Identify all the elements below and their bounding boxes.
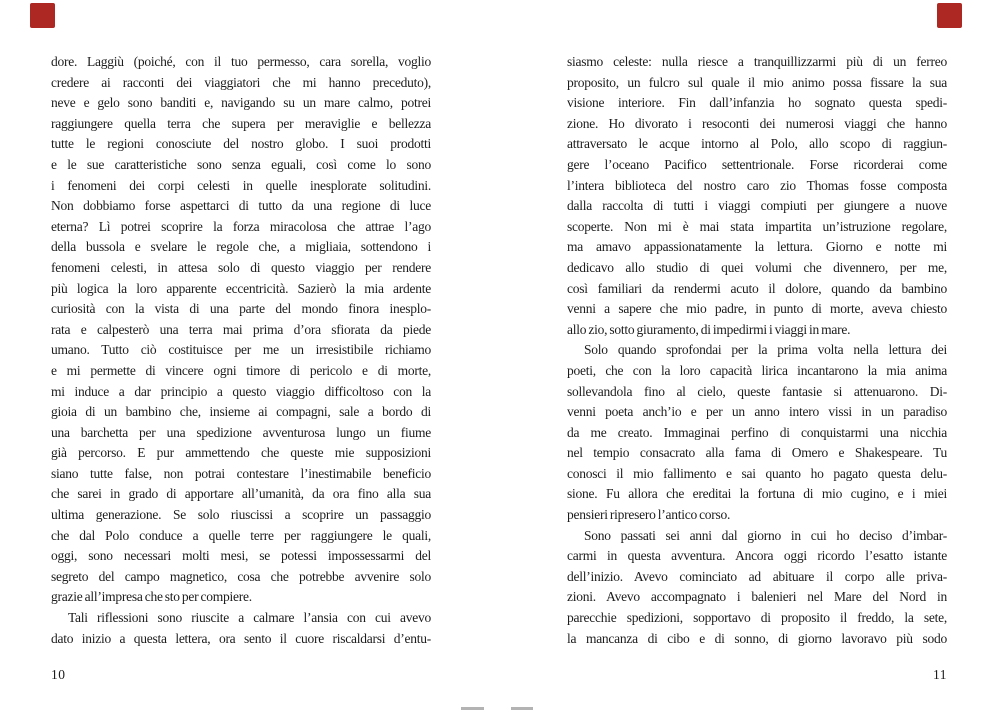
text-line: fenomeni celesti, in attesa solo di questo viaggio per rendere bbox=[51, 259, 431, 275]
text-line: dell’inizio. Avevo cominciato ad abituare il corpo alle priva- bbox=[567, 568, 947, 584]
text-line: venni a sapere che mio padre, in punto di morte, aveva chiesto bbox=[567, 301, 947, 317]
text-line: grazie all’impresa che sto per compiere. bbox=[51, 589, 252, 605]
text-line: la mancanza di cibo e di sonno, di giorno lavoravo più sodo bbox=[567, 630, 947, 646]
page-text-right bbox=[567, 52, 947, 649]
text-line: zioni. Avevo accompagnato i balenieri nel Mare del Nord in bbox=[567, 589, 947, 605]
text-line: gioia di un bambino che, insieme ai compagni, sale a bordo di bbox=[51, 404, 431, 420]
text-line: umano. Tutto ciò costituisce per me un irresistibile richiamo bbox=[51, 342, 431, 358]
text-line: l’intera biblioteca del nostro caro zio Thomas fosse composta bbox=[567, 177, 947, 193]
text-line: siano tutte false, non potrai contestare l’inestimabile beneficio bbox=[51, 465, 431, 481]
text-line: visione interiore. Fin dall’infanzia ho sognato questa spedi- bbox=[567, 95, 947, 111]
text-line: una barchetta per una spedizione avventurosa lungo un fiume bbox=[51, 424, 431, 440]
text-line: oggi, sono necessari molti mesi, se potessi impossessarmi del bbox=[51, 548, 431, 564]
text-line: e mi permette di vincere ogni timore di pericolo e di morte, bbox=[51, 362, 431, 378]
text-line: e le sue caratteristiche sono senza eguali, così come lo sono bbox=[51, 156, 431, 172]
text-line: così familiari da rendermi acuto il dolore, quando da bambino bbox=[567, 280, 947, 296]
text-line: da me creato. Immaginai perfino di conquistarmi una nicchia bbox=[567, 424, 947, 440]
page-indicator-dash-1[interactable] bbox=[461, 707, 484, 710]
text-line: mi induce a dar principio a questo viaggio difficoltoso con la bbox=[51, 383, 431, 399]
page-number-left: 10 bbox=[51, 667, 66, 682]
text-line: conosci il mio fallimento e sai quanto ho pagato questa delu- bbox=[567, 465, 947, 481]
text-line: che sarei in grado di apportare all’umanità, da ora fino alla sua bbox=[51, 486, 431, 502]
bookmark-marker-icon-right[interactable] bbox=[937, 3, 962, 28]
text-line: curiosità con la vista di una parte del mondo finora inesplo- bbox=[51, 301, 431, 317]
text-line: sione. Fu allora che ereditai la fortuna di mio cugino, e i miei bbox=[567, 486, 947, 502]
text-line: scoperte. Non mi è mai stata impartita un’istruzione regolare, bbox=[567, 218, 947, 234]
page-indicator-dash-2[interactable] bbox=[511, 707, 533, 710]
text-line: rata e calpesterò una terra mai prima d’ora sfiorata da piede bbox=[51, 321, 431, 337]
text-line: Solo quando sprofondai per la prima volta nella lettura dei bbox=[584, 342, 947, 358]
text-line: Tali riflessioni sono riuscite a calmare l’ansia con cui avevo bbox=[68, 610, 431, 626]
text-line: ultima generazione. Se solo riuscissi a scoprire un passaggio bbox=[51, 507, 431, 523]
text-line: venni poeta anch’io e per un anno intero vissi in un paradiso bbox=[567, 404, 947, 420]
text-line: credere ai racconti dei viaggiatori che mi hanno preceduto), bbox=[51, 74, 431, 90]
page-text-left bbox=[51, 52, 431, 649]
text-line: della bussola e svelare le regole che, a migliaia, sottendono i bbox=[51, 239, 431, 255]
text-line: pensieri ripresero l’antico corso. bbox=[567, 507, 731, 523]
text-line: siasmo celeste: nulla riesce a tranquillizzarmi più di un ferreo bbox=[567, 54, 947, 69]
text-line: i fenomeni dei corpi celesti in quelle inesplorate solitudini. bbox=[51, 177, 431, 193]
text-line: raggiungere quella terra che supera per meraviglie e bellezza bbox=[51, 115, 431, 131]
text-line: parecchie spedizioni, sopportavo di proposito il freddo, la sete, bbox=[567, 610, 947, 626]
text-line: tutte le regioni conosciute del nostro globo. I suoi prodotti bbox=[51, 136, 431, 152]
text-line: attraversato le acque intorno al Polo, allo scopo di raggiun- bbox=[567, 136, 947, 152]
text-line: nel tempio consacrato alla fama di Omero e Shakespeare. Tu bbox=[567, 445, 947, 461]
text-line: zione. Ho divorato i resoconti dei numerosi viaggi che hanno bbox=[567, 115, 947, 131]
text-line: ma amavo appassionatamente la lettura. Giorno e notte mi bbox=[567, 239, 947, 255]
text-line: segreto del campo magnetico, cosa che potrebbe avvenire solo bbox=[51, 568, 431, 584]
text-line: sollevandola fino al cielo, queste fantasie si attenuarono. Di- bbox=[567, 383, 947, 399]
text-line: proposito, un fulcro sul quale il mio animo possa fissare la sua bbox=[567, 74, 947, 90]
text-line: dore. Laggiù (poiché, con il tuo permesso, cara sorella, voglio bbox=[51, 54, 431, 69]
text-line: dalla raccolta di tutti i viaggi compiuti per giungere a nuove bbox=[567, 198, 947, 214]
text-line: dato inizio a questa lettera, ora sento il cuore riscaldarsi d’entu- bbox=[51, 630, 431, 646]
text-line: neve e gelo sono banditi e, navigando su un mare calmo, potrei bbox=[51, 95, 431, 111]
text-line: eterna? Lì potrei scoprire la forza miracolosa che attrae l’ago bbox=[51, 218, 431, 234]
text-line: Sono passati sei anni dal giorno in cui ho deciso d’imbar- bbox=[584, 527, 947, 543]
bookmark-marker-icon-left[interactable] bbox=[30, 3, 55, 28]
text-line: più logica la loro apparente eccentricità. Sazierò la mia ardente bbox=[51, 280, 431, 296]
text-line: gere l’oceano Pacifico settentrionale. Forse ricorderai come bbox=[567, 156, 947, 172]
page-number-right: 11 bbox=[933, 667, 947, 682]
text-line: allo zio, sotto giuramento, di impedirmi i viaggi in mare. bbox=[567, 321, 851, 337]
text-line: Non dobbiamo forse aspettarci di tutto da una regione di luce bbox=[51, 198, 431, 214]
text-line: già percorso. E pur ammettendo che queste mie supposizioni bbox=[51, 445, 431, 461]
text-line: dedicavo allo studio di quei volumi che divennero, per me, bbox=[567, 259, 947, 275]
text-line: che dal Polo conduce a quelle terre per raggiungere le quali, bbox=[51, 527, 431, 543]
text-line: carmi in questa avventura. Ancora oggi ricordo l’esatto istante bbox=[567, 548, 947, 564]
text-line: poeti, che con la loro capacità lirica incantarono la mia anima bbox=[567, 362, 947, 378]
